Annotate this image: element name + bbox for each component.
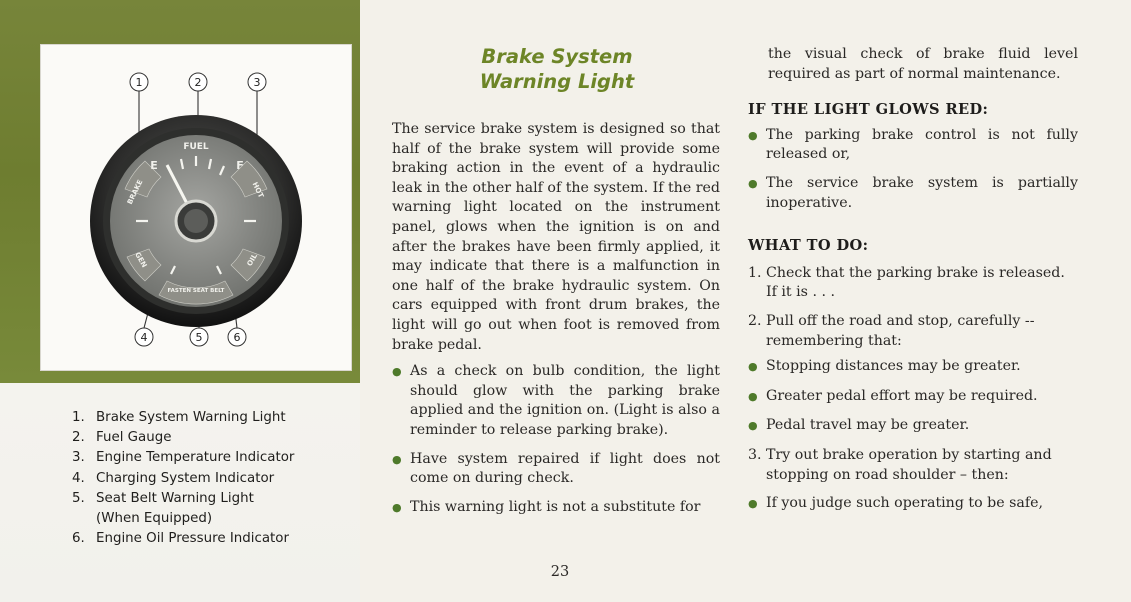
callout-number-6: 6 bbox=[233, 331, 241, 344]
bullet-icon: ● bbox=[748, 497, 758, 511]
legend-number: 1. bbox=[72, 410, 85, 425]
hot-lamp-label: HOT bbox=[250, 180, 266, 200]
middle-column bbox=[392, 120, 720, 517]
bullet-item bbox=[392, 450, 720, 489]
fuel-label: FUEL bbox=[183, 142, 209, 152]
right-column bbox=[748, 45, 1078, 514]
bullet-icon: ● bbox=[392, 365, 402, 379]
instrument-cluster-illustration bbox=[41, 45, 351, 370]
step-text: Check that the parking brake is released. If it is . . . bbox=[766, 264, 1065, 301]
red-light-heading: IF THE LIGHT GLOWS RED: bbox=[748, 101, 989, 119]
step-item bbox=[748, 264, 1078, 303]
bullet-text: Stopping distances may be greater. bbox=[766, 358, 1021, 375]
full-label: F bbox=[236, 159, 244, 172]
bullet-icon: ● bbox=[748, 128, 758, 142]
legend-number: 4. bbox=[72, 470, 85, 486]
legend-item bbox=[72, 469, 336, 489]
bullet-item bbox=[748, 357, 1078, 377]
legend-text: Engine Oil Pressure Indicator bbox=[96, 531, 289, 547]
bullet-text: Pedal travel may be greater. bbox=[766, 417, 970, 434]
legend-item bbox=[72, 448, 336, 468]
legend-text: Charging System Indicator bbox=[96, 470, 275, 486]
callout-number-4: 4 bbox=[140, 331, 148, 344]
step-text: Pull off the road and stop, carefully -- remembering that: bbox=[766, 312, 1035, 349]
bullet-text: If you judge such operating to be safe, bbox=[766, 495, 1044, 512]
figure-legend bbox=[72, 408, 336, 549]
gauge-hub-center bbox=[184, 209, 208, 233]
legend-number: 3. bbox=[72, 450, 85, 466]
section-heading bbox=[392, 44, 722, 94]
legend-text: Seat Belt Warning Light (When Equipped) bbox=[96, 490, 254, 527]
bullet-icon: ● bbox=[748, 419, 758, 433]
seat-belt-lamp-label: FASTEN SEAT BELT bbox=[167, 288, 225, 294]
page-number: 23 bbox=[550, 564, 570, 580]
legend-item bbox=[72, 408, 336, 428]
bullet-icon: ● bbox=[748, 389, 758, 403]
bullet-text: Have system repaired if light does not come on during check. bbox=[410, 450, 720, 487]
legend-text: Brake System Warning Light bbox=[96, 410, 286, 425]
empty-label: E bbox=[150, 159, 158, 172]
bullet-item bbox=[748, 126, 1078, 165]
legend-number: 5. bbox=[72, 490, 85, 506]
step-item bbox=[748, 446, 1078, 485]
what-to-do-heading: WHAT TO DO: bbox=[748, 237, 869, 255]
intro-paragraph: The service brake system is designed so that half of the brake system will provide some braking action in the event of a hydraulic leak in the other half of the system. If the red warning light located on the instrument panel, glows when the ignition is on and after the brakes have been firmly applied, it may indicate that there is a malfunction in one half of the brake hydraulic system. On cars equipped with front drum brakes, the light will go out when foot is removed from brake pedal. bbox=[392, 121, 720, 353]
step-number: 1. bbox=[748, 264, 762, 281]
callout-number-2: 2 bbox=[194, 76, 202, 89]
step-number: 2. bbox=[748, 312, 762, 329]
bullet-icon: ● bbox=[392, 500, 402, 514]
bullet-icon: ● bbox=[392, 452, 402, 466]
legend-text: Engine Temperature Indicator bbox=[96, 450, 295, 466]
continuation-text: the visual check of brake fluid level required as part of normal maintenance. bbox=[768, 46, 1078, 82]
bullet-text: Greater pedal effort may be required. bbox=[766, 387, 1038, 404]
step-number: 3. bbox=[748, 446, 762, 463]
bullet-item bbox=[748, 416, 1078, 436]
heading-line-2: Warning Light bbox=[479, 70, 635, 93]
bullet-text: This warning light is not a substitute for bbox=[410, 498, 701, 515]
bullet-item bbox=[748, 174, 1078, 213]
callout-number-3: 3 bbox=[253, 76, 261, 89]
legend-item bbox=[72, 489, 336, 529]
heading-line-1: Brake System bbox=[481, 45, 633, 68]
step-text: Try out brake operation by starting and stopping on road shoulder – then: bbox=[766, 446, 1052, 483]
bullet-icon: ● bbox=[748, 176, 758, 190]
legend-number: 6. bbox=[72, 531, 85, 547]
bullet-item bbox=[748, 387, 1078, 407]
legend-item bbox=[72, 428, 336, 448]
bullet-item bbox=[392, 362, 720, 440]
bullet-text: The parking brake control is not fully released or, bbox=[766, 126, 1078, 163]
bullet-text: As a check on bulb condition, the light should glow with the parking brake applied and the ignition on. (Light is also a reminder to release parking brake). bbox=[410, 363, 720, 438]
bullet-item bbox=[392, 498, 720, 518]
instrument-cluster-figure bbox=[40, 44, 352, 371]
legend-item bbox=[72, 529, 336, 549]
legend-number: 2. bbox=[72, 430, 85, 446]
oil-lamp-label: OIL bbox=[245, 252, 259, 268]
legend-text: Fuel Gauge bbox=[96, 430, 172, 446]
brake-lamp-label: BRAKE bbox=[125, 178, 145, 206]
bullet-text: The service brake system is partially inoperative. bbox=[766, 174, 1078, 211]
bullet-item bbox=[748, 494, 1078, 514]
gen-lamp-label: GEN bbox=[133, 250, 149, 270]
step-item bbox=[748, 312, 1078, 351]
callout-number-1: 1 bbox=[135, 76, 143, 89]
bullet-icon: ● bbox=[748, 360, 758, 374]
callout-number-5: 5 bbox=[195, 331, 203, 344]
